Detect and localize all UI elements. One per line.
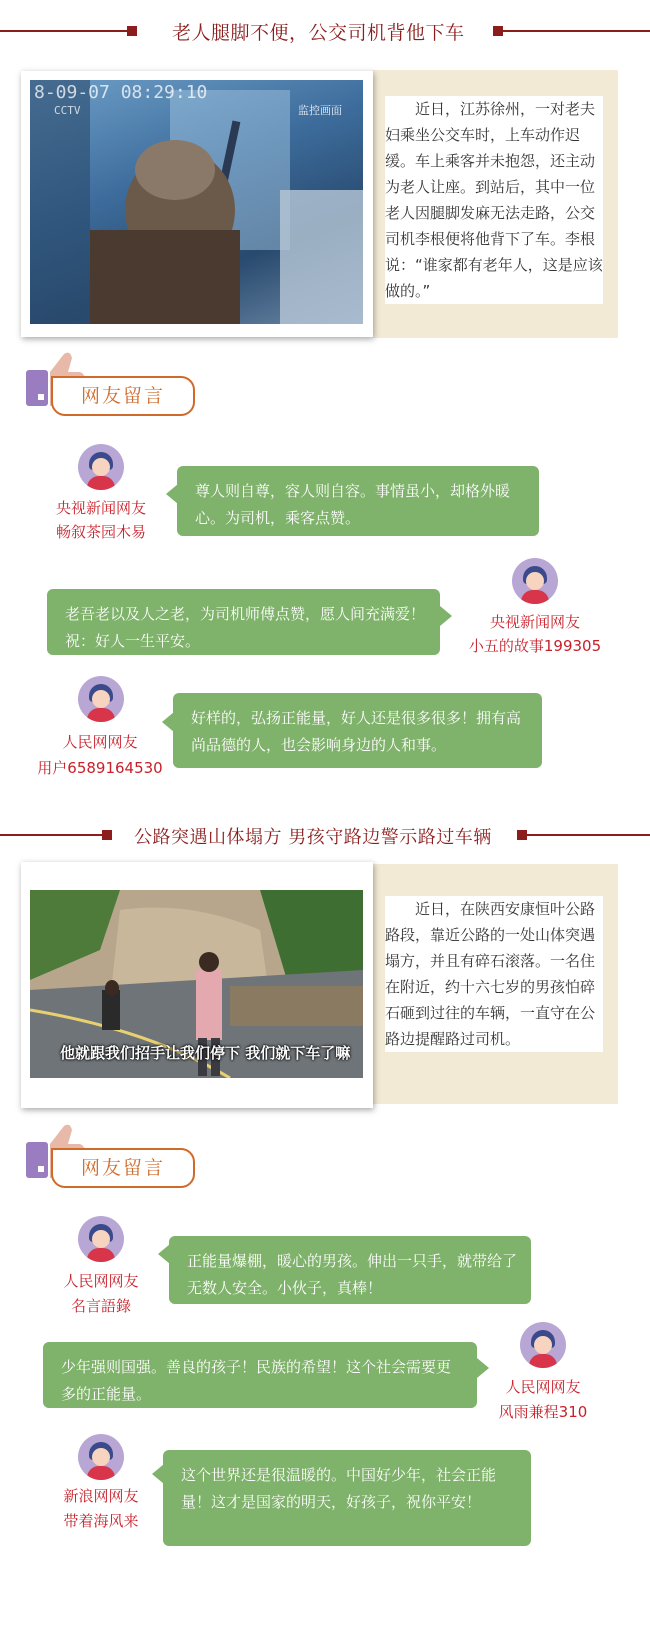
commenter-source: 人民网网友 [505, 1378, 581, 1396]
cctv-logo: CCTV [54, 104, 81, 117]
user-avatar-icon [520, 1322, 566, 1368]
commenter-source: 人民网网友 [63, 1272, 139, 1290]
commenter-source: 央视新闻网友 [55, 499, 146, 517]
user-avatar-icon [78, 676, 124, 722]
comment-bubble: 少年强则国强。善良的孩子！民族的希望！这个社会需要更多的正能量。 [43, 1342, 477, 1408]
section-title: 公路突遇山体塌方 男孩守路边警示路过车辆 [134, 827, 492, 848]
commenter-name: 小五的故事199305 [468, 637, 602, 655]
bus-cctv-photo [30, 80, 363, 324]
user-avatar-icon [78, 1434, 124, 1480]
commenter-name: 用户6589164530 [37, 759, 163, 777]
video-subtitle: 他就跟我们招手让我们停下 我们就下车了嘛 [60, 1044, 351, 1062]
commenter-name: 畅叙茶园木易 [55, 523, 146, 541]
title-rule-square [127, 26, 137, 36]
story-text: 近日，江苏徐州，一对老夫妇乘坐公交车时，上车动作迟缓。车上乘客并未抱怨，还主动为老人让座。到站后，其中一位老人因腿脚发麻无法走路，公交司机李根便将他背下了车。李根说：“谁家都有老年人，这是应该做的。” [385, 96, 603, 304]
story-text: 近日，在陕西安康恒叶公路路段，靠近公路的一处山体突遇塌方，并且有碎石滚落。一名住在附近，约十六七岁的男孩怕碎石砸到过往的车辆，一直守在公路边提醒路过司机。 [385, 896, 603, 1052]
commenter-source: 新浪网网友 [63, 1487, 139, 1505]
section-title: 老人腿脚不便，公交司机背他下车 [172, 22, 465, 44]
bubble-pointer [440, 606, 452, 626]
comment-bubble: 好样的，弘扬正能量，好人还是很多很多！拥有高尚品德的人，也会影响身边的人和事。 [173, 693, 542, 768]
comment-bubble: 这个世界还是很温暖的。中国好少年，社会正能量！这才是国家的明天，好孩子，祝你平安！ [163, 1450, 531, 1546]
photo-card [21, 71, 373, 337]
user-avatar-icon [512, 558, 558, 604]
title-rule-left [0, 834, 106, 836]
comments-tag: 网友留言 [51, 376, 195, 416]
title-rule-square [102, 830, 112, 840]
commenter-source: 人民网网友 [62, 733, 138, 751]
commenter-name: 风雨兼程310 [498, 1403, 588, 1421]
user-avatar-icon [78, 1216, 124, 1262]
comments-tag: 网友留言 [51, 1148, 195, 1188]
title-rule-right [521, 834, 650, 836]
landslide-road-photo [30, 890, 363, 1078]
commenter-source: 央视新闻网友 [489, 613, 580, 631]
title-rule-left [0, 30, 130, 32]
title-rule-right [497, 30, 650, 32]
comment-bubble: 正能量爆棚，暖心的男孩。伸出一只手，就带给了无数人安全。小伙子，真棒！ [169, 1236, 531, 1304]
comment-bubble: 老吾老以及人之老，为司机师傅点赞，愿人间充满爱！祝：好人一生平安。 [47, 589, 440, 655]
photo-card [21, 862, 373, 1108]
cctv-timestamp: 8-09-07 08:29:10 [34, 82, 208, 103]
comment-bubble: 尊人则自尊，容人则自容。事情虽小，却格外暖心。为司机，乘客点赞。 [177, 466, 539, 536]
cctv-corner-label: 监控画面 [298, 104, 342, 117]
commenter-name: 名言語錄 [70, 1297, 131, 1315]
user-avatar-icon [78, 444, 124, 490]
commenter-name: 带着海风来 [63, 1512, 139, 1530]
